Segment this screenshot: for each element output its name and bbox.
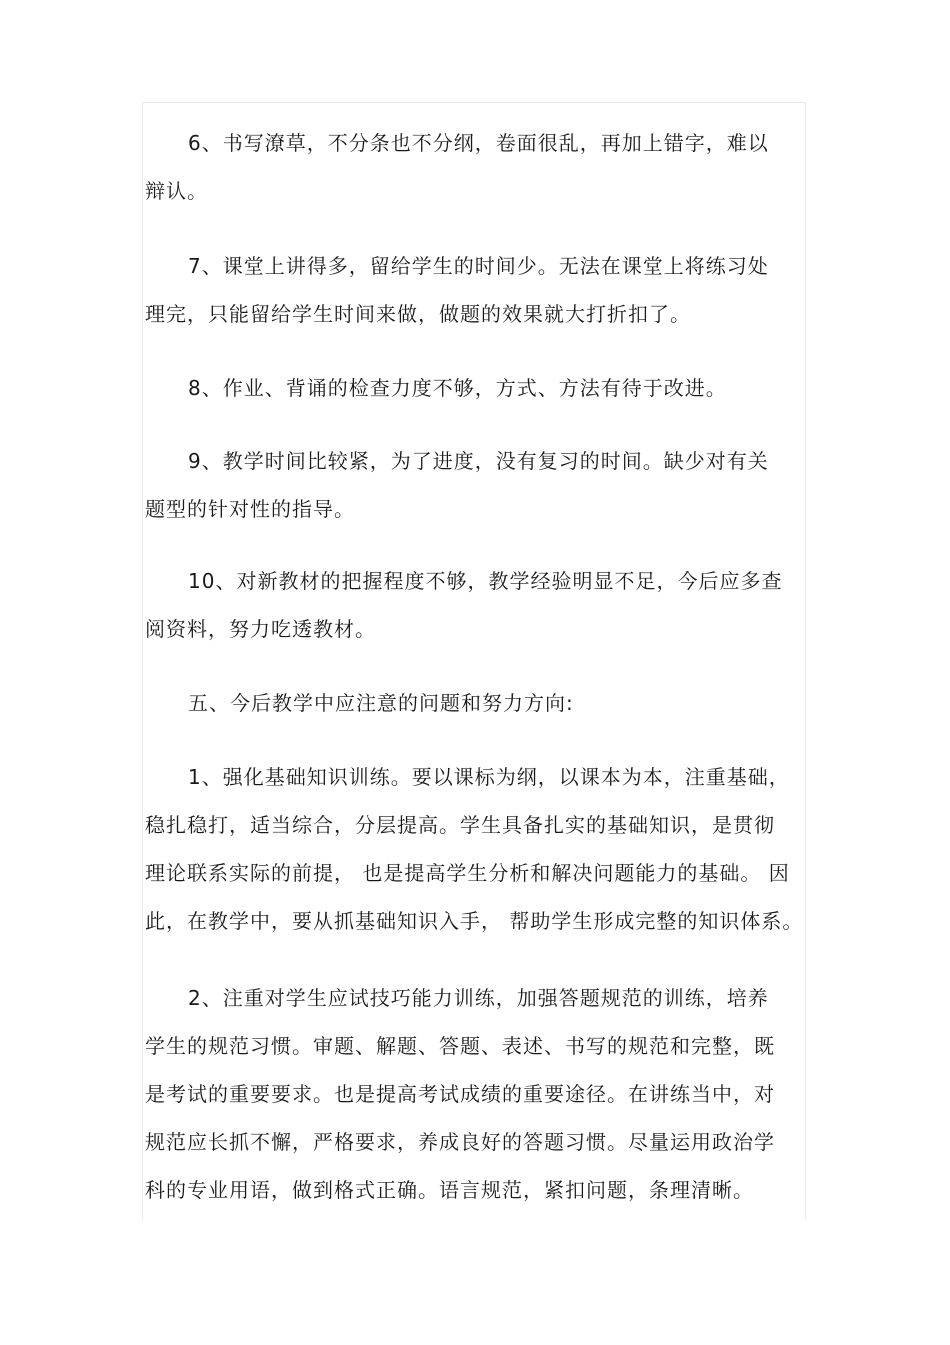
paragraph-item-8 xyxy=(145,364,805,412)
text-line: 1、强化基础知识训练。要以课标为纲，以课本为本，注重基础， xyxy=(188,765,790,789)
heading-text: 五、今后教学中应注意的问题和努力方向: xyxy=(188,691,574,715)
paragraph-focus-1 xyxy=(145,753,805,945)
text-line: 科的专业用语，做到格式正确。语言规范，紧扣问题，条理清晰。 xyxy=(145,1178,754,1202)
text-line: 辩认。 xyxy=(145,179,208,203)
text-line: 题型的针对性的指导。 xyxy=(145,497,355,521)
paragraph-item-6 xyxy=(145,119,805,215)
text-line: 阅资料，努力吃透教材。 xyxy=(145,617,376,641)
text-line: 7、课堂上讲得多，留给学生的时间少。无法在课堂上将练习处 xyxy=(188,254,769,278)
text-line: 稳扎稳打，适当综合，分层提高。学生具备扎实的基础知识，是贯彻 xyxy=(145,813,775,837)
paragraph-item-9 xyxy=(145,437,805,533)
text-line: 9、教学时间比较紧，为了进度，没有复习的时间。缺少对有关 xyxy=(188,449,769,473)
section-heading xyxy=(145,679,805,727)
text-line: 是考试的重要要求。也是提高考试成绩的重要途径。在讲练当中，对 xyxy=(145,1082,775,1106)
text-line: 10、对新教材的把握程度不够，教学经验明显不足，今后应多查 xyxy=(188,569,783,593)
text-line: 学生的规范习惯。审题、解题、答题、表述、书写的规范和完整，既 xyxy=(145,1034,775,1058)
text-line: 8、作业、背诵的检查力度不够，方式、方法有待于改进。 xyxy=(188,376,727,400)
text-line: 规范应长抓不懈，严格要求，养成良好的答题习惯。尽量运用政治学 xyxy=(145,1130,775,1154)
text-line: 理论联系实际的前提， 也是提高学生分析和解决问题能力的基础。 因 xyxy=(145,861,790,885)
text-line: 理完，只能留给学生时间来做，做题的效果就大打折扣了。 xyxy=(145,302,691,326)
text-line: 2、注重对学生应试技巧能力训练，加强答题规范的训练，培养 xyxy=(188,986,769,1010)
text-line: 6、书写潦草，不分条也不分纲，卷面很乱，再加上错字，难以 xyxy=(188,131,769,155)
paragraph-item-7 xyxy=(145,242,805,338)
paragraph-focus-2 xyxy=(145,974,805,1214)
text-line: 此，在教学中，要从抓基础知识入手， 帮助学生形成完整的知识体系。 xyxy=(145,909,804,933)
paragraph-item-10 xyxy=(145,557,805,653)
